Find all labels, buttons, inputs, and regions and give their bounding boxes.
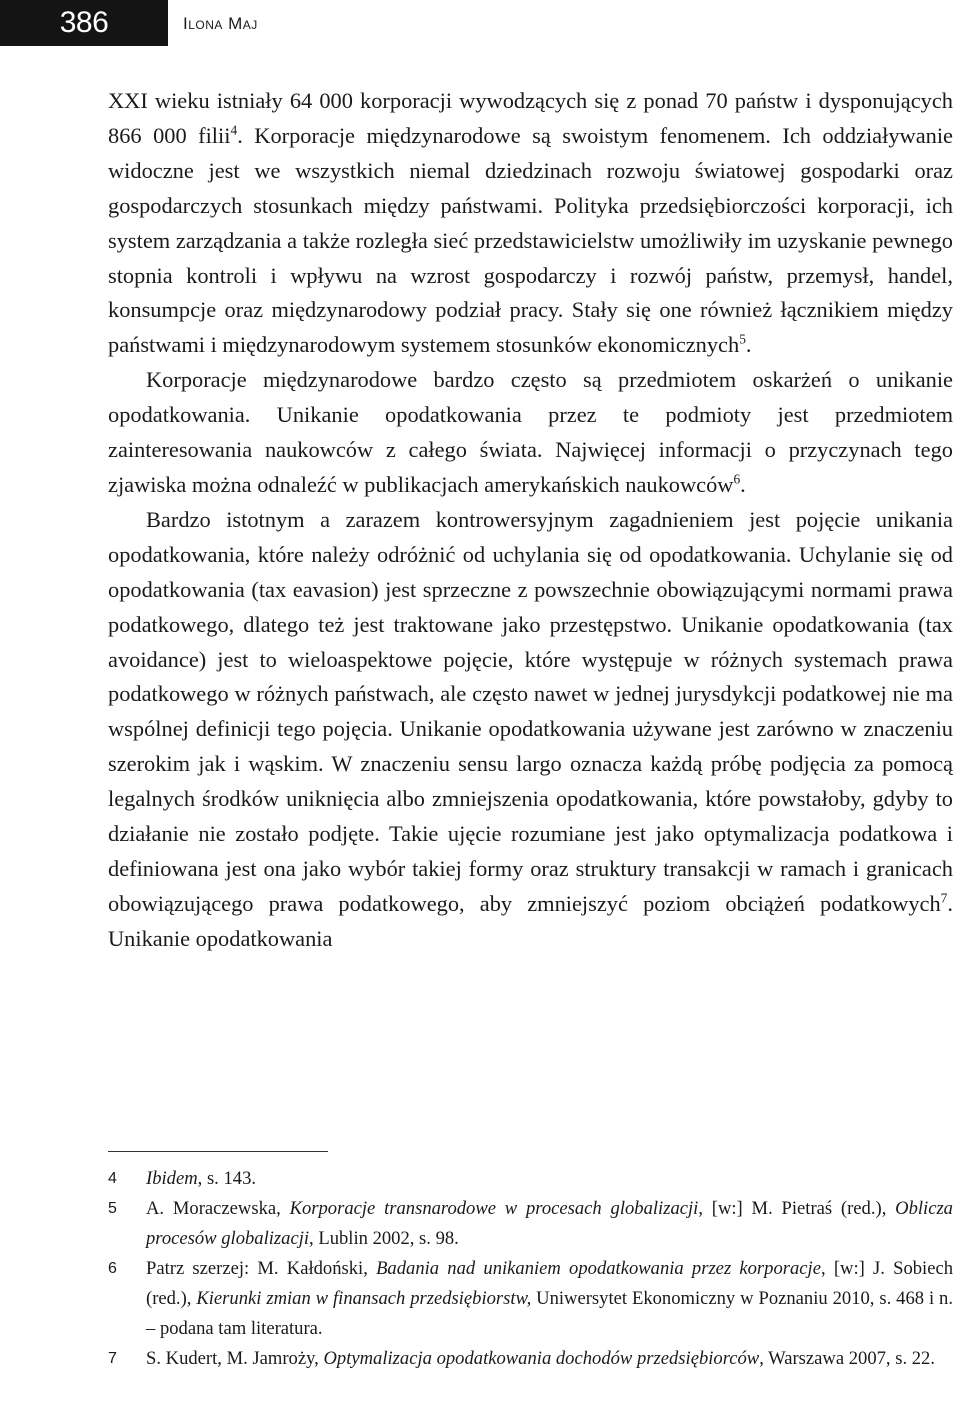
text-run: Optymalizacja opodatkowania dochodów przedsiębiorców [323, 1348, 760, 1369]
text-run: Korporacje transnarodowe w procesach globalizacji [289, 1198, 699, 1219]
text-run: Lublin 2002, s. 98. [313, 1228, 459, 1249]
footnote-number: 5 [108, 1200, 117, 1217]
footnotes [108, 1164, 953, 1374]
footnote-ref: 4 [230, 122, 238, 138]
footnote [108, 1164, 953, 1194]
footnote-text [146, 1344, 953, 1374]
text-run: Uniwersytet Ekonomiczny w Poznaniu 2010, s. 468 i n. – podana tam literatura. [146, 1288, 953, 1339]
text-run: Ibidem [146, 1168, 198, 1189]
page-number-box [0, 0, 168, 46]
footnote [108, 1194, 953, 1254]
footnote-ref: 5 [739, 331, 746, 347]
text-run: A. Moraczewska, [146, 1198, 290, 1219]
text-run: XXI wieku istniały 64 000 korporacji wywodzących się z ponad 70 państw i dysponujących 866 000 filii [108, 88, 953, 148]
paragraph [108, 363, 953, 503]
text-run: , [w:] J. Sobiech (red.), [146, 1258, 954, 1309]
text-run: S. Kudert, M. Jamroży, [146, 1348, 324, 1369]
page-number: 386 [59, 6, 109, 39]
text-run: . [745, 332, 752, 358]
text-run: . Korporacje międzynarodowe są swoistym fenomenem. Ich oddziaływanie widoczne jest we wszystkich niemal dziedzinach rozwoju światowej gospodarki oraz gospodarczych stosunkach między państwami. Polityka przedsiębiorczości korporacji, ich system zarządzania a także rozległa sieć przedstawicielstw umożliwiły im uzyskanie pewnego stopnia kontroli i wpływu na wzrost gospodarczy i rozwój państw, przemysł, handel, konsumpcje oraz międzynarodowy podział pracy. Stały się one również łącznikiem między państwami i międzynarodowym systemem stosunków ekonomicznych [108, 122, 953, 358]
text-run: Korporacje międzynarodowe bardzo często są przedmiotem oskarżeń o unikanie opodatkowania. Unikanie opodatkowania przez te podmioty jest przedmiotem zainteresowania naukowców z całego świata. Najwięcej informacji o przyczynach tego zjawiska można odnaleźć w publikacjach amerykańskich naukowców [108, 367, 953, 497]
text-run: , Warszawa 2007, s. 22. [759, 1348, 935, 1369]
footnote-text [146, 1194, 953, 1254]
paragraph [108, 84, 953, 363]
footnote [108, 1254, 953, 1344]
text-run: Kierunki zmian w finansach przedsiębiorstw, [196, 1288, 532, 1309]
text-run: Patrz szerzej: M. Kałdoński, [146, 1258, 377, 1279]
paragraph [108, 503, 953, 957]
footnote-number: 6 [108, 1260, 117, 1277]
text-run: . Unikanie opodatkowania [108, 890, 953, 951]
text-run: . [740, 471, 746, 497]
text-run: , [w:] M. Pietraś (red.), [698, 1198, 896, 1219]
footnote [108, 1344, 953, 1374]
footnote-text [146, 1164, 953, 1194]
text-run: Oblicza procesów globalizacji, [146, 1198, 953, 1249]
text-run: Bardzo istotnym a zarazem kontrowersyjnym zagadnieniem jest pojęcie unikania opodatkowania, które należy odróżnić od uchylania się od opodatkowania. Uchylanie się od opodatkowania (tax eavasion) jest sprzeczne z powszechnie obowiązującymi normami prawa podatkowego, dlatego też jest traktowane jako przestępstwo. Unikanie opodatkowania (tax avoidance) jest to wieloaspektowe pojęcie, które występuje w różnych systemach prawa podatkowego w różnych państwach, ale często nawet w jednej jurysdykcji podatkowej nie ma wspólnej definicji tego pojęcia. Unikanie opodatkowania używane jest zarówno w znaczeniu szerokim jak i wąskim. W znaczeniu sensu largo oznacza każdą próbę podjęcia za pomocą legalnych środków uniknięcia albo zmniejszenia opodatkowania, które powstałoby, gdyby to działanie nie zostało podjęte. Takie ujęcie rozumiane jest jako optymalizacja podatkowa i definiowana jest ona jako wybór takiej formy oraz struktury transakcji w ramach i granicach obowiązującego prawa podatkowego, aby zmniejszyć poziom obciążeń podatkowych [108, 506, 953, 916]
footnote-ref: 7 [940, 890, 948, 906]
body-text [108, 84, 953, 957]
footnote-divider [108, 1151, 328, 1152]
running-head-author: Ilona Maj [183, 14, 258, 33]
footnote-number: 7 [108, 1350, 117, 1367]
footnote-ref: 6 [733, 471, 741, 487]
text-run: Badania nad unikaniem opodatkowania przez korporacje [376, 1258, 821, 1279]
footnote-number: 4 [108, 1170, 117, 1187]
footnote-text [146, 1254, 953, 1344]
text-run: , s. 143. [197, 1168, 257, 1189]
